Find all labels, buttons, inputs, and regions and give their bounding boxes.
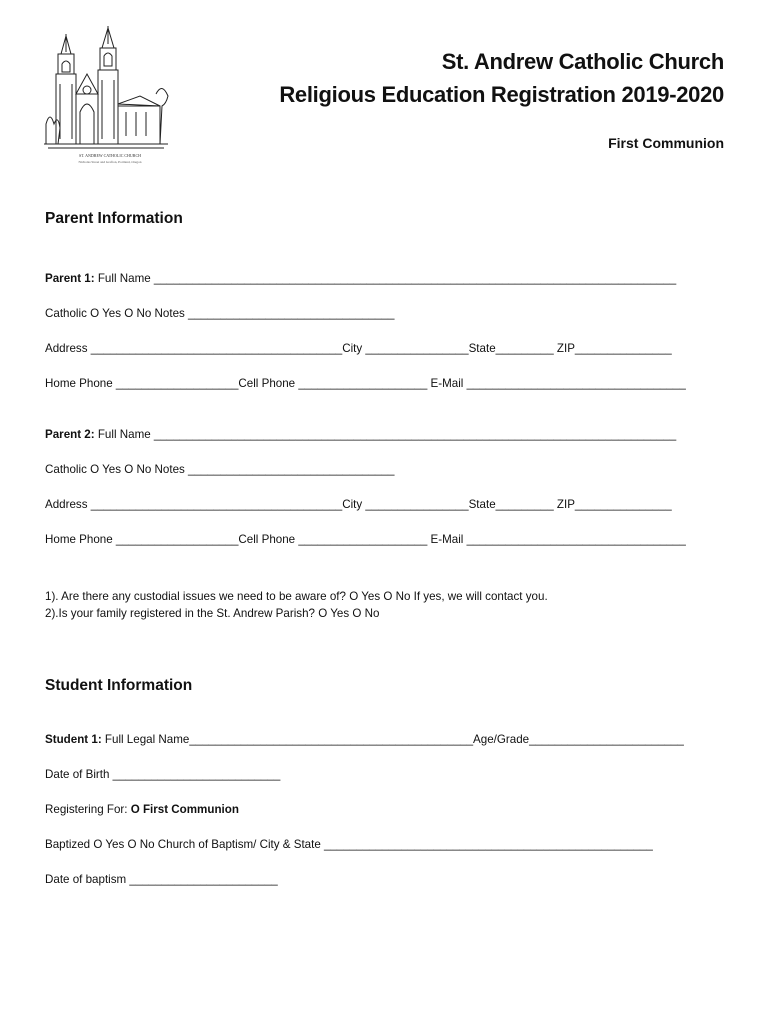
registering-for-field[interactable] [45, 803, 725, 816]
parent2-catholic-field[interactable]: Catholic O Yes O No Notes ________________________________ [45, 463, 395, 476]
logo-caption: ST. ANDREW CATHOLIC CHURCH [78, 153, 142, 158]
form-title: Religious Education Registration 2019-2020 [279, 82, 724, 107]
program-name: First Communion [608, 135, 724, 151]
first-communion-option[interactable]: O First Communion [130, 803, 239, 816]
baptized-field[interactable]: Baptized O Yes O No Church of Baptism/ City & State ___________________________________________________ [45, 838, 653, 851]
parent2-phone-field[interactable]: Home Phone ___________________Cell Phone ____________________ E-Mail __________________________________ [45, 533, 686, 546]
parent1-phone-field[interactable]: Home Phone ___________________Cell Phone ____________________ E-Mail __________________________________ [45, 377, 686, 390]
student-information-heading: Student Information [45, 677, 193, 694]
parent1-name-line: Full Name _________________________________________________________________________________ [94, 272, 677, 285]
parent1-catholic-field[interactable]: Catholic O Yes O No Notes ________________________________ [45, 307, 395, 320]
church-logo [42, 24, 172, 174]
date-of-baptism-field[interactable]: Date of baptism _______________________ [45, 873, 278, 886]
parent2-full-name-field[interactable] [45, 428, 725, 441]
parent1-address-field[interactable]: Address _______________________________________City ________________State_________ ZIP_______________ [45, 342, 672, 355]
date-of-birth-field[interactable]: Date of Birth __________________________ [45, 768, 281, 781]
student1-label: Student 1: [45, 733, 102, 746]
parent1-full-name-field[interactable] [45, 272, 725, 285]
parish-registered-question[interactable]: 2).Is your family registered in the St. Andrew Parish? O Yes O No [45, 607, 380, 620]
parent2-address-field[interactable]: Address _______________________________________City ________________State_________ ZIP_______________ [45, 498, 672, 511]
logo-subcaption: Nicholas Street and Grafton, Portland, Oregon [78, 160, 142, 164]
registering-for-label: Registering For: [45, 803, 131, 816]
parent1-label: Parent 1: [45, 272, 95, 285]
parent2-name-line: Full Name _________________________________________________________________________________ [94, 428, 677, 441]
student1-name-field[interactable] [45, 733, 725, 746]
church-name: St. Andrew Catholic Church [441, 49, 724, 74]
custodial-question[interactable]: 1). Are there any custodial issues we need to be aware of? O Yes O No If yes, we will contact you. [45, 590, 548, 603]
parent-information-heading: Parent Information [45, 210, 183, 227]
parent2-label: Parent 2: [45, 428, 95, 441]
student1-name-line: Full Legal Name____________________________________________Age/Grade________________________ [101, 733, 684, 746]
